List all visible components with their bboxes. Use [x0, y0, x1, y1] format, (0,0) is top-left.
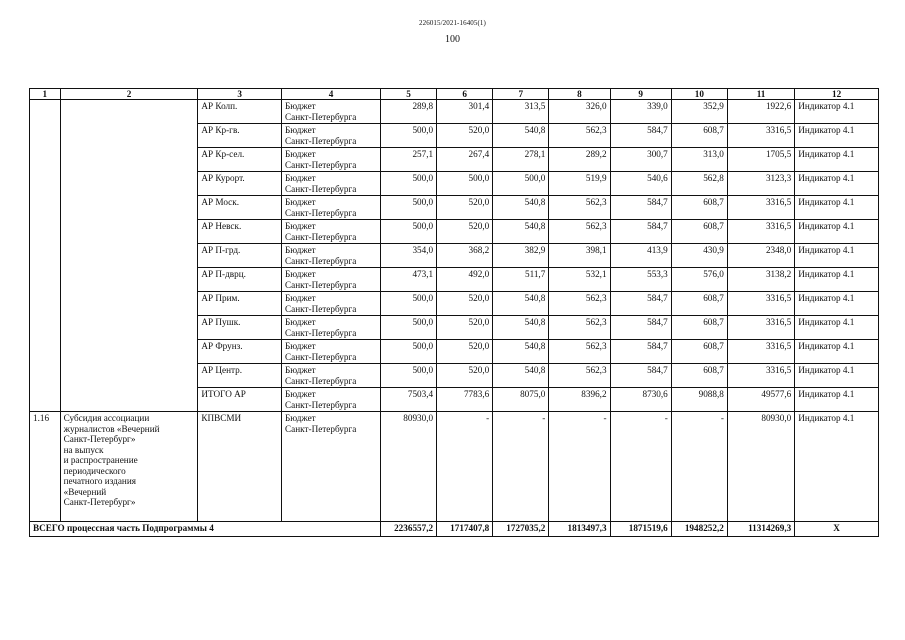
value-cell: 562,3 [549, 220, 610, 244]
col-header: 12 [795, 89, 879, 100]
value-cell: - [437, 412, 493, 522]
value-cell: 301,4 [437, 100, 493, 124]
indicator-cell: Индикатор 4.1 [795, 172, 879, 196]
value-cell: - [493, 412, 549, 522]
source-cell [282, 364, 381, 388]
source-line: Санкт-Петербурга [285, 255, 357, 266]
value-cell: 398,1 [549, 244, 610, 268]
value-cell: 2348,0 [727, 244, 794, 268]
source-cell [282, 100, 381, 124]
executor-cell: АР Невск. [198, 220, 282, 244]
row-number-cell [30, 124, 61, 148]
value-cell: 562,3 [549, 316, 610, 340]
executor-cell: АР Кр-гв. [198, 124, 282, 148]
executor-cell: АР Пушк. [198, 316, 282, 340]
description-line: Санкт-Петербург» [63, 497, 136, 507]
value-cell: 562,3 [549, 292, 610, 316]
table-row [30, 244, 879, 268]
budget-table [29, 88, 879, 537]
description-cell [60, 388, 198, 412]
indicator-cell: Индикатор 4.1 [795, 244, 879, 268]
value-cell: 3316,5 [727, 220, 794, 244]
executor-cell: АР Центр. [198, 364, 282, 388]
source-line: Санкт-Петербурга [285, 399, 357, 410]
table-row [30, 292, 879, 316]
total-value-cell: 11314269,3 [727, 522, 794, 537]
value-cell: 368,2 [437, 244, 493, 268]
row-number-cell [30, 292, 61, 316]
executor-cell: АР Прим. [198, 292, 282, 316]
value-cell: 576,0 [671, 268, 727, 292]
source-line: Санкт-Петербурга [285, 375, 357, 386]
total-value-cell: 1717407,8 [437, 522, 493, 537]
value-cell: 3316,5 [727, 316, 794, 340]
value-cell: 540,8 [493, 316, 549, 340]
source-line: Бюджет [285, 197, 316, 207]
value-cell: 473,1 [381, 268, 437, 292]
value-cell: 313,0 [671, 148, 727, 172]
value-cell: 584,7 [610, 316, 671, 340]
value-cell: 584,7 [610, 340, 671, 364]
row-number-cell [30, 100, 61, 124]
row-number-cell [30, 220, 61, 244]
source-line: Санкт-Петербурга [285, 423, 357, 434]
value-cell: 584,7 [610, 196, 671, 220]
value-cell: 313,5 [493, 100, 549, 124]
source-cell [282, 292, 381, 316]
table-row [30, 148, 879, 172]
col-header: 2 [60, 89, 198, 100]
source-line: Бюджет [285, 413, 316, 423]
value-cell: 500,0 [437, 172, 493, 196]
value-cell: 540,8 [493, 292, 549, 316]
source-cell [282, 244, 381, 268]
source-line: Бюджет [285, 173, 316, 183]
value-cell: 289,2 [549, 148, 610, 172]
row-number-cell: 1.16 [30, 412, 61, 522]
table-row [30, 124, 879, 148]
value-cell: 352,9 [671, 100, 727, 124]
description-cell [60, 412, 198, 522]
indicator-cell: Индикатор 4.1 [795, 268, 879, 292]
description-line: «Вечерний [63, 486, 107, 497]
value-cell: 500,0 [493, 172, 549, 196]
description-cell [60, 100, 198, 124]
executor-cell: ИТОГО АР [198, 388, 282, 412]
page-number: 100 [445, 34, 460, 45]
indicator-cell: Индикатор 4.1 [795, 340, 879, 364]
value-cell: 520,0 [437, 124, 493, 148]
description-line: периодического [63, 465, 126, 476]
source-line: Санкт-Петербурга [285, 327, 357, 338]
value-cell: 7783,6 [437, 388, 493, 412]
value-cell: 7503,4 [381, 388, 437, 412]
value-cell: 562,3 [549, 364, 610, 388]
value-cell: 430,9 [671, 244, 727, 268]
executor-cell: АР Кр-сел. [198, 148, 282, 172]
value-cell: 289,8 [381, 100, 437, 124]
value-cell: 540,8 [493, 220, 549, 244]
description-cell [60, 196, 198, 220]
description-line: печатного издания [63, 476, 136, 486]
value-cell: 519,9 [549, 172, 610, 196]
value-cell: 500,0 [381, 220, 437, 244]
value-cell: 80930,0 [727, 412, 794, 522]
col-header: 8 [549, 89, 610, 100]
source-line: Бюджет [285, 365, 316, 375]
value-cell: 3316,5 [727, 196, 794, 220]
value-cell: 8730,6 [610, 388, 671, 412]
table-row [30, 220, 879, 244]
executor-cell: АР П-дврц. [198, 268, 282, 292]
value-cell: 500,0 [381, 124, 437, 148]
description-cell [60, 268, 198, 292]
table-row [30, 316, 879, 340]
source-line: Бюджет [285, 125, 316, 135]
row-number-cell [30, 172, 61, 196]
source-line: Санкт-Петербурга [285, 231, 357, 242]
value-cell: 492,0 [437, 268, 493, 292]
row-number-cell [30, 364, 61, 388]
source-line: Бюджет [285, 293, 316, 303]
source-cell [282, 148, 381, 172]
value-cell: 1705,5 [727, 148, 794, 172]
description-line: журналистов «Вечерний [63, 423, 160, 434]
value-cell: 608,7 [671, 124, 727, 148]
total-value-cell: 1948252,2 [671, 522, 727, 537]
source-cell [282, 220, 381, 244]
value-cell: 500,0 [381, 364, 437, 388]
total-value-cell: 1727035,2 [493, 522, 549, 537]
value-cell: 80930,0 [381, 412, 437, 522]
indicator-cell: Индикатор 4.1 [795, 124, 879, 148]
table-row [30, 388, 879, 412]
value-cell: 520,0 [437, 340, 493, 364]
value-cell: - [671, 412, 727, 522]
description-cell [60, 340, 198, 364]
document-id: 226015/2021-16405(1) [419, 19, 486, 27]
executor-cell: АР Фрунз. [198, 340, 282, 364]
value-cell: 339,0 [610, 100, 671, 124]
indicator-cell: Индикатор 4.1 [795, 388, 879, 412]
indicator-cell: Индикатор 4.1 [795, 412, 879, 522]
row-number-cell [30, 244, 61, 268]
source-line: Бюджет [285, 317, 316, 327]
col-header: 5 [381, 89, 437, 100]
table-row-1-16 [30, 412, 879, 522]
source-cell [282, 316, 381, 340]
table-row [30, 196, 879, 220]
value-cell: 520,0 [437, 292, 493, 316]
row-number-cell [30, 316, 61, 340]
col-header: 7 [493, 89, 549, 100]
row-number-cell [30, 268, 61, 292]
indicator-cell: Индикатор 4.1 [795, 316, 879, 340]
total-indicator-cell: X [795, 522, 879, 537]
value-cell: 382,9 [493, 244, 549, 268]
source-cell [282, 412, 381, 522]
source-cell [282, 268, 381, 292]
value-cell: 520,0 [437, 364, 493, 388]
value-cell: - [549, 412, 610, 522]
indicator-cell: Индикатор 4.1 [795, 292, 879, 316]
description-line: Санкт-Петербург» [63, 434, 136, 444]
indicator-cell: Индикатор 4.1 [795, 100, 879, 124]
value-cell: 500,0 [381, 196, 437, 220]
description-line: и распространение [63, 455, 138, 465]
executor-cell: АР Курорт. [198, 172, 282, 196]
source-line: Санкт-Петербурга [285, 303, 357, 314]
source-line: Санкт-Петербурга [285, 351, 357, 362]
value-cell: 511,7 [493, 268, 549, 292]
executor-cell: АР Моск. [198, 196, 282, 220]
total-label: ВСЕГО процессная часть Подпрограммы 4 [30, 522, 381, 537]
executor-cell: КПВСМИ [198, 412, 282, 522]
description-line: на выпуск [63, 444, 104, 455]
description-cell [60, 292, 198, 316]
value-cell: 300,7 [610, 148, 671, 172]
source-line: Санкт-Петербурга [285, 207, 357, 218]
value-cell: 608,7 [671, 316, 727, 340]
value-cell: - [610, 412, 671, 522]
value-cell: 608,7 [671, 292, 727, 316]
source-cell [282, 196, 381, 220]
source-cell [282, 388, 381, 412]
value-cell: 267,4 [437, 148, 493, 172]
value-cell: 413,9 [610, 244, 671, 268]
description-cell [60, 364, 198, 388]
indicator-cell: Индикатор 4.1 [795, 220, 879, 244]
value-cell: 326,0 [549, 100, 610, 124]
source-cell [282, 172, 381, 196]
indicator-cell: Индикатор 4.1 [795, 364, 879, 388]
table-row [30, 172, 879, 196]
source-line: Бюджет [285, 101, 316, 111]
value-cell: 584,7 [610, 220, 671, 244]
value-cell: 520,0 [437, 316, 493, 340]
value-cell: 9088,8 [671, 388, 727, 412]
value-cell: 500,0 [381, 172, 437, 196]
value-cell: 257,1 [381, 148, 437, 172]
value-cell: 608,7 [671, 220, 727, 244]
source-line: Бюджет [285, 389, 316, 399]
col-header: 11 [727, 89, 794, 100]
total-value-cell: 2236557,2 [381, 522, 437, 537]
source-line: Бюджет [285, 149, 316, 159]
col-header: 6 [437, 89, 493, 100]
total-value-cell: 1813497,3 [549, 522, 610, 537]
description-line: Субсидия ассоциации [63, 413, 150, 423]
value-cell: 562,8 [671, 172, 727, 196]
value-cell: 8396,2 [549, 388, 610, 412]
row-number-cell [30, 196, 61, 220]
description-cell [60, 148, 198, 172]
description-cell [60, 220, 198, 244]
source-line: Бюджет [285, 269, 316, 279]
source-line: Бюджет [285, 221, 316, 231]
col-header: 9 [610, 89, 671, 100]
source-line: Санкт-Петербурга [285, 135, 357, 146]
source-line: Санкт-Петербурга [285, 183, 357, 194]
row-number-cell [30, 340, 61, 364]
description-cell [60, 124, 198, 148]
value-cell: 500,0 [381, 340, 437, 364]
table-row [30, 364, 879, 388]
table-row [30, 100, 879, 124]
value-cell: 540,8 [493, 340, 549, 364]
value-cell: 608,7 [671, 364, 727, 388]
indicator-cell: Индикатор 4.1 [795, 196, 879, 220]
value-cell: 3316,5 [727, 364, 794, 388]
value-cell: 8075,0 [493, 388, 549, 412]
source-line: Бюджет [285, 341, 316, 351]
source-line: Санкт-Петербурга [285, 159, 357, 170]
value-cell: 3316,5 [727, 340, 794, 364]
value-cell: 540,6 [610, 172, 671, 196]
row-number-cell [30, 388, 61, 412]
executor-cell: АР П-грд. [198, 244, 282, 268]
value-cell: 500,0 [381, 316, 437, 340]
value-cell: 3123,3 [727, 172, 794, 196]
value-cell: 520,0 [437, 220, 493, 244]
table-row [30, 340, 879, 364]
source-line: Санкт-Петербурга [285, 279, 357, 290]
source-line: Бюджет [285, 245, 316, 255]
value-cell: 540,8 [493, 364, 549, 388]
value-cell: 553,3 [610, 268, 671, 292]
value-cell: 540,8 [493, 124, 549, 148]
value-cell: 562,3 [549, 124, 610, 148]
col-header: 4 [282, 89, 381, 100]
value-cell: 562,3 [549, 340, 610, 364]
value-cell: 584,7 [610, 364, 671, 388]
row-number-cell [30, 148, 61, 172]
value-cell: 3316,5 [727, 124, 794, 148]
executor-cell: АР Колп. [198, 100, 282, 124]
total-value-cell: 1871519,6 [610, 522, 671, 537]
value-cell: 3316,5 [727, 292, 794, 316]
description-cell [60, 172, 198, 196]
table-row [30, 268, 879, 292]
source-cell [282, 340, 381, 364]
value-cell: 520,0 [437, 196, 493, 220]
header-row [30, 89, 879, 100]
value-cell: 1922,6 [727, 100, 794, 124]
total-row [30, 522, 879, 537]
indicator-cell: Индикатор 4.1 [795, 148, 879, 172]
value-cell: 584,7 [610, 292, 671, 316]
value-cell: 608,7 [671, 196, 727, 220]
col-header: 10 [671, 89, 727, 100]
value-cell: 540,8 [493, 196, 549, 220]
description-cell [60, 316, 198, 340]
value-cell: 608,7 [671, 340, 727, 364]
value-cell: 532,1 [549, 268, 610, 292]
source-cell [282, 124, 381, 148]
value-cell: 278,1 [493, 148, 549, 172]
col-header: 3 [198, 89, 282, 100]
value-cell: 500,0 [381, 292, 437, 316]
value-cell: 354,0 [381, 244, 437, 268]
value-cell: 584,7 [610, 124, 671, 148]
value-cell: 3138,2 [727, 268, 794, 292]
value-cell: 49577,6 [727, 388, 794, 412]
description-cell [60, 244, 198, 268]
value-cell: 562,3 [549, 196, 610, 220]
source-line: Санкт-Петербурга [285, 111, 357, 122]
col-header: 1 [30, 89, 61, 100]
